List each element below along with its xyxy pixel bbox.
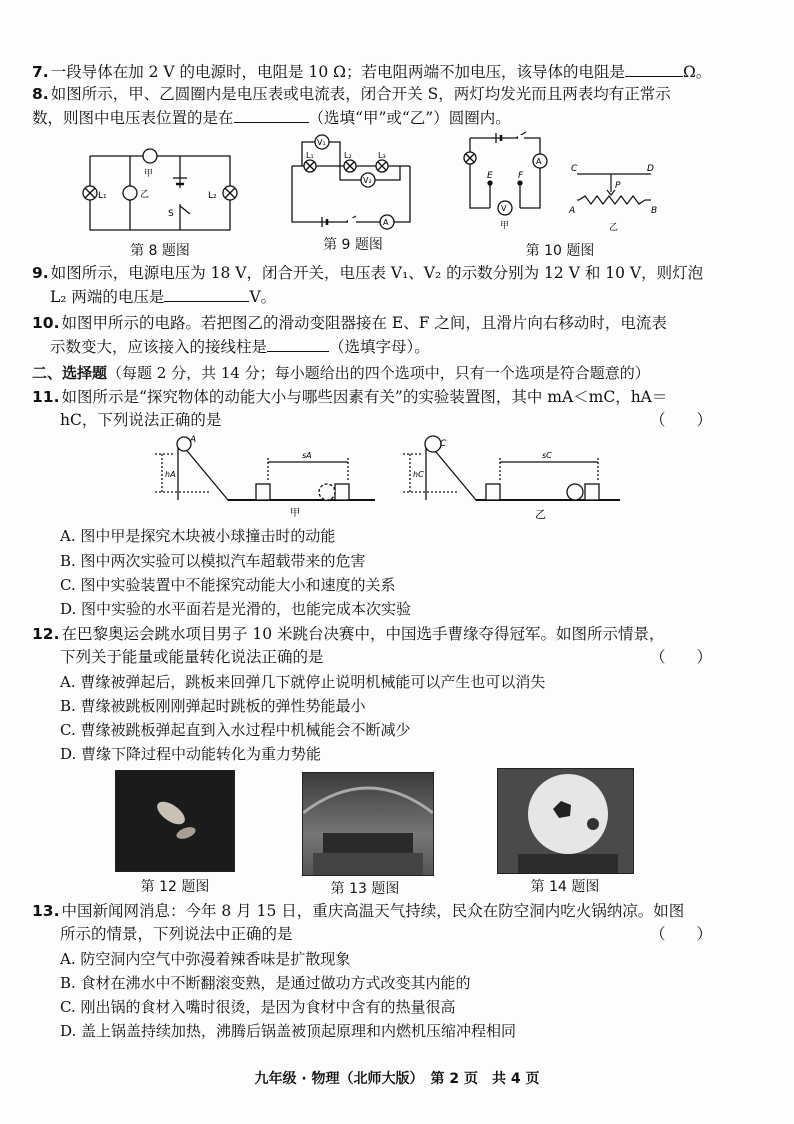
figure-caption: 第 8 题图 (130, 243, 190, 259)
option-a[interactable]: A. 防空洞内空气中弥漫着辣香味是扩散现象 (60, 950, 351, 968)
kinetic-energy-experiment-figure (150, 432, 710, 522)
label-switch: S (168, 209, 174, 219)
question-text: 数，则图中电压表位置的是在 (32, 109, 234, 127)
rheostat-figure-10-yi (565, 160, 665, 235)
question-12 (32, 623, 752, 669)
answer-blank[interactable] (164, 285, 249, 302)
answer-parentheses[interactable]: （ ） (649, 648, 712, 666)
terminal-b: B (651, 206, 658, 216)
answer-parentheses[interactable]: （ ） (649, 411, 712, 429)
page-footer: 九年级 · 物理（北师大版） 第 2 页 共 4 页 (254, 1071, 540, 1087)
question-11 (32, 386, 752, 432)
section-title: 二、选择题 (32, 364, 108, 382)
unit: Ω。 (682, 63, 712, 81)
label-jia: 甲 (144, 169, 154, 179)
figure-caption: 第 12 题图 (140, 879, 210, 895)
option-b[interactable]: B. 食材在沸水中不断翻滚变熟，是通过做功方式改变其内能的 (60, 974, 471, 992)
label-yi: 乙 (140, 190, 150, 200)
figure-caption: 第 13 题图 (330, 881, 400, 897)
question-7 (32, 60, 752, 84)
question-text: 下列关于能量或能量转化说法正确的是 (60, 648, 324, 666)
circuit-figure-8 (80, 148, 240, 238)
hotpot-cave-photo (302, 772, 434, 876)
diver-photo (115, 770, 235, 872)
question-text: 所示的情景，下列说法中正确的是 (60, 925, 293, 943)
question-text: 如图所示是“探究物体的动能大小与哪些因素有关”的实验装置图，其中 mA＜mC，hA＝ (61, 388, 668, 406)
label-f: F (518, 171, 524, 181)
ball-photo (497, 768, 634, 874)
label-v2: V₂ (363, 176, 372, 185)
question-number: 13. (32, 902, 60, 920)
question-number: 11. (32, 388, 60, 406)
option-b[interactable]: B. 图中两次实验可以模拟汽车超载带来的危害 (60, 552, 366, 570)
label-ammeter: A (536, 157, 542, 166)
question-text: （选填字母）。 (329, 338, 430, 356)
ball-c-label: C (440, 439, 447, 449)
ball-a-label: A (190, 435, 197, 445)
option-d[interactable]: D. 图中实验的水平面若是光滑的，也能完成本次实验 (60, 600, 412, 618)
option-d[interactable]: D. 曹缘下降过程中动能转化为重力势能 (60, 745, 322, 763)
question-text: （选填“甲”或“乙”）圆圈内。 (308, 109, 511, 127)
section-note: （每题 2 分，共 14 分；每小题给出的四个选项中，只有一个选项是符合题意的） (107, 364, 650, 382)
figure-caption: 第 14 题图 (530, 879, 600, 895)
option-a[interactable]: A. 曹缘被弹起后，跳板来回弹几下就停止说明机械能可以产生也可以消失 (60, 673, 546, 691)
label-yi: 乙 (609, 223, 619, 233)
figure-caption: 第 10 题图 (525, 243, 595, 259)
label-l1: L₁ (306, 151, 314, 160)
label-yi: 乙 (535, 508, 546, 521)
label-l1: L₁ (98, 191, 107, 201)
question-9 (32, 262, 752, 309)
terminal-a: A (569, 206, 576, 216)
label-l2: L₂ (344, 151, 352, 160)
label-e: E (487, 171, 493, 181)
question-text: 如图所示，甲、乙圆圈内是电压表或电流表，闭合开关 S，两灯均发光而且两表均有正常示 (50, 85, 671, 103)
unit: V。 (249, 288, 277, 306)
option-c[interactable]: C. 图中实验装置中不能探究动能大小和速度的关系 (60, 576, 396, 594)
answer-blank[interactable] (267, 335, 329, 352)
terminal-c: C (571, 164, 578, 174)
answer-blank[interactable] (234, 106, 309, 123)
circuit-figure-9 (282, 130, 422, 230)
question-text: hC，下列说法正确的是 (60, 411, 222, 429)
question-text: 在巴黎奥运会跳水项目男子 10 米跳台决赛中，中国选手曹缘夺得冠军。如图所示情景， (61, 625, 665, 643)
label-l2: L₂ (208, 191, 217, 201)
answer-blank[interactable] (625, 60, 683, 77)
figure-caption: 第 9 题图 (323, 237, 383, 253)
option-c[interactable]: C. 曹缘被跳板弹起直到入水过程中机械能会不断减少 (60, 721, 411, 739)
question-text: 示数变大，应该接入的接线柱是 (50, 338, 268, 356)
label-ammeter: A (383, 218, 389, 227)
label-jia: 甲 (500, 221, 510, 231)
section-heading (32, 362, 650, 384)
question-text: 如图所示，电源电压为 18 V，闭合开关，电压表 V₁、V₂ 的示数分别为 12 V 和 10 V，则灯泡 (50, 264, 704, 282)
question-13 (32, 900, 752, 946)
terminal-d: D (647, 164, 654, 174)
option-a[interactable]: A. 图中甲是探究木块被小球撞击时的动能 (60, 527, 336, 545)
option-b[interactable]: B. 曹缘被跳板刚刚弹起时跳板的弹性势能最小 (60, 697, 366, 715)
question-number: 10. (32, 314, 60, 332)
question-text: 中国新闻网消息：今年 8 月 15 日，重庆高温天气持续，民众在防空洞内吃火锅纳凉。如图 (61, 902, 685, 920)
question-8 (32, 83, 752, 130)
answer-parentheses[interactable]: （ ） (649, 925, 712, 943)
height-c-label: hC (413, 470, 424, 479)
option-d[interactable]: D. 盖上锅盖持续加热，沸腾后锅盖被顶起原理和内燃机压缩冲程相同 (60, 1022, 517, 1040)
question-number: 12. (32, 625, 60, 643)
height-a-label: hA (165, 470, 176, 479)
question-text: 如图甲所示的电路。若把图乙的滑动变阻器接在 E、F 之间，且滑片向右移动时，电流表 (61, 314, 667, 332)
question-10 (32, 312, 752, 359)
label-voltmeter: V (501, 204, 507, 213)
circuit-figure-10-jia (460, 128, 570, 238)
label-jia: 甲 (290, 508, 300, 519)
distance-c-label: sC (542, 451, 552, 460)
question-number: 9. (32, 264, 49, 282)
distance-a-label: sA (302, 451, 312, 460)
question-number: 7. (32, 63, 49, 81)
label-v1: V₁ (317, 138, 326, 147)
option-c[interactable]: C. 刚出锅的食材入嘴时很烫，是因为食材中含有的热量很高 (60, 998, 456, 1016)
slider-p: P (615, 181, 621, 191)
question-text: L₂ 两端的电压是 (50, 288, 165, 306)
question-text: 一段导体在加 2 V 的电源时，电阻是 10 Ω；若电阻两端不加电压，该导体的电阻是 (50, 63, 625, 81)
question-number: 8. (32, 85, 49, 103)
label-l3: L₃ (378, 151, 386, 160)
